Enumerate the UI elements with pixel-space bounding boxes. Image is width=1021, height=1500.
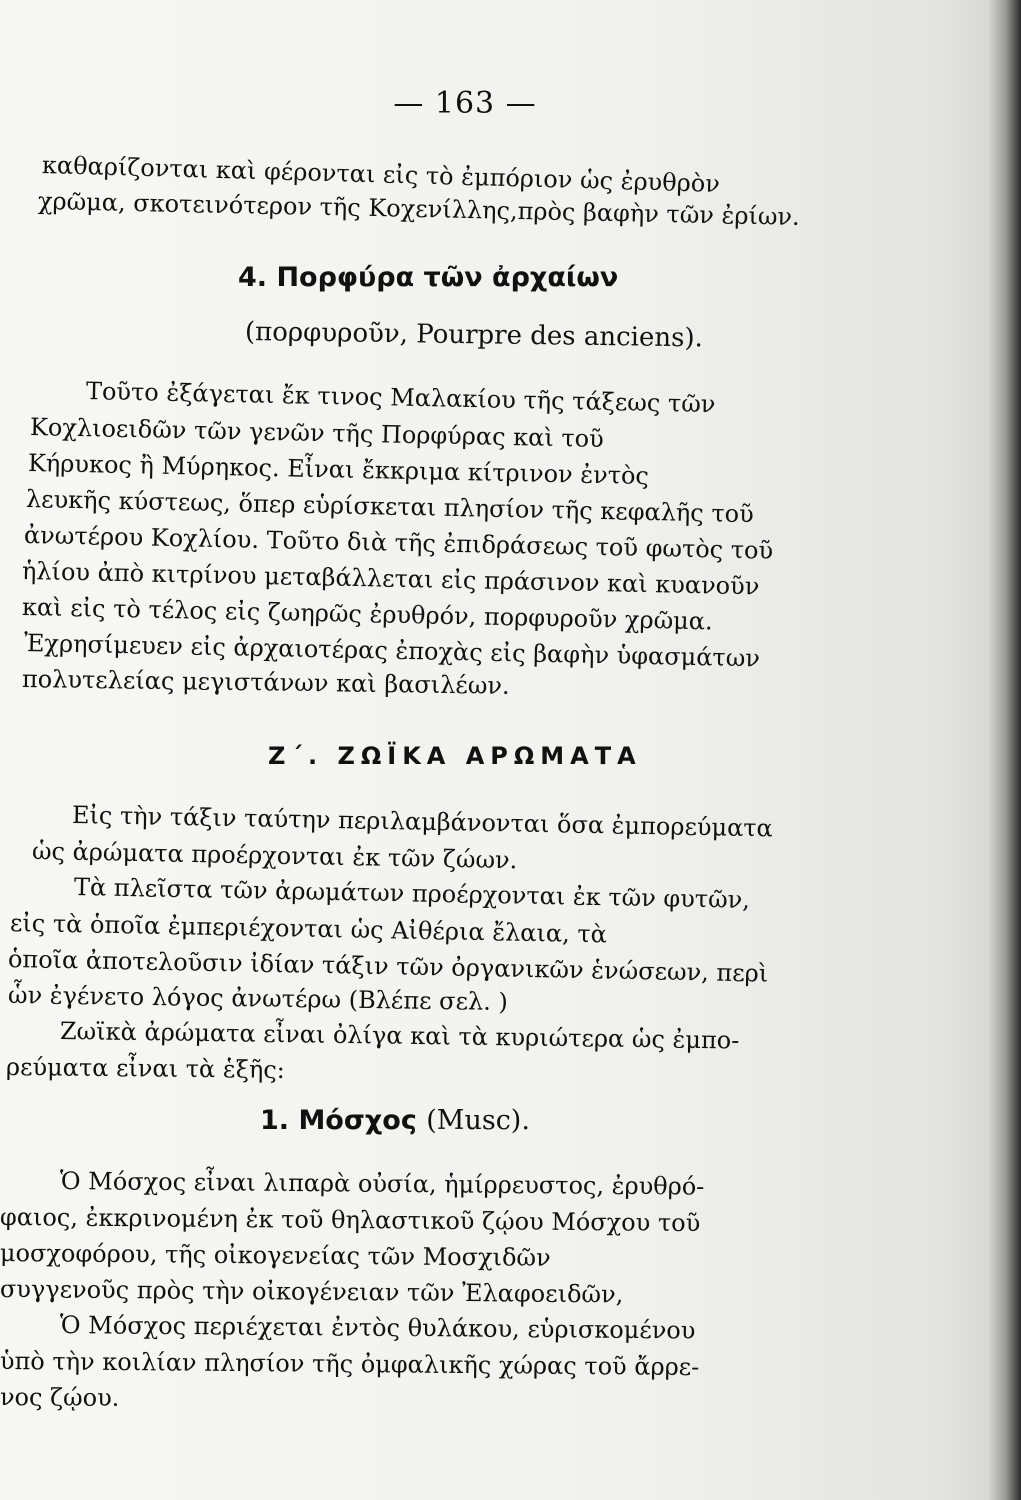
text-line: ρεύματα εἶναι τὰ ἑξῆς: (5, 1053, 285, 1084)
page-edge-shadow (987, 0, 1021, 1500)
section-1-heading (260, 1105, 530, 1136)
text-line: καθαρίζονται καὶ φέρονται εἰς τὸ ἐμπόριον ὡς ἐρυθρὸν (41, 151, 721, 198)
text-line: ὁποῖα ἀποτελοῦσιν ἰδίαν τάξιν τῶν ὀργανικῶν ἑνώσεων, περὶ (7, 945, 769, 988)
text-line: λευκῆς κύστεως, ὅπερ εὑρίσκεται πλησίον τῆς κεφαλῆς τοῦ (25, 485, 755, 529)
text-line: Ζωϊκὰ ἀρώματα εἶναι ὀλίγα καὶ τὰ κυριώτερα ὡς ἐμπο- (59, 1017, 740, 1055)
text-line: Ὁ Μόσχος εἶναι λιπαρὰ οὐσία, ἡμίρρευστος, ἐρυθρό- (59, 1167, 705, 1201)
text-line: Κήρυκος ἢ Μύρηκος. Εἶναι ἔκκριμα κίτρινον ἐντὸς (27, 449, 650, 491)
text-line: Τὰ πλεῖστα τῶν ἀρωμάτων προέρχονται ἐκ τῶν φυτῶν, (73, 873, 751, 914)
text-line: ὑπὸ τὴν κοιλίαν πλησίον τῆς ὀμφαλικῆς χώρας τοῦ ἄρρε- (0, 1347, 700, 1382)
text-line: μοσχοφόρου, τῆς οἰκογενείας τῶν Μοσχιδῶν (0, 1239, 551, 1272)
text-line: καὶ εἰς τὸ τέλος εἰς ζωηρῶς ἐρυθρόν, πορφυροῦν χρῶμα. (21, 593, 713, 636)
text-line: Εἰς τὴν τάξιν ταύτην περιλαμβάνονται ὅσα ἐμπορεύματα (71, 801, 774, 843)
text-line: πολυτελείας μεγιστάνων καὶ βασιλέων. (21, 665, 510, 700)
text-line: Ἐχρησίμευεν εἰς ἀρχαιοτέρας ἐποχὰς εἰς βαφὴν ὑφασμάτων (23, 629, 761, 673)
text-line: ὡς ἀρώματα προέρχονται ἐκ τῶν ζώων. (31, 837, 518, 875)
section-4-subheading: (πορφυροῦν, Pourpre des anciens). (244, 317, 704, 354)
text-line: νος ζῴου. (0, 1383, 120, 1412)
text-line: Κοχλιοειδῶν τῶν γενῶν τῆς Πορφύρας καὶ τοῦ (29, 413, 605, 454)
text-line: συγγενοῦς πρὸς τὴν οἰκογένειαν τῶν Ἐλαφοειδῶν, (0, 1275, 624, 1309)
section-4-heading: 4. Πορφύρα τῶν ἀρχαίων (238, 262, 619, 293)
text-line: ἀνωτέρου Κοχλίου. Τοῦτο διὰ τῆς ἐπιδράσεως τοῦ φωτὸς τοῦ (23, 521, 774, 565)
text-line: Τοῦτο ἐξάγεται ἔκ τινος Μαλακίου τῆς τάξεως τῶν (85, 377, 716, 419)
text-line: εἰς τὰ ὁποῖα ἐμπεριέχονται ὡς Αἰθέρια ἔλαια, τὰ (9, 909, 608, 949)
text-line: ἡλίου ἀπὸ κιτρίνου μεταβάλλεται εἰς πράσινον καὶ κυανοῦν (21, 557, 760, 601)
section-1-title: 1. Μόσχος (260, 1105, 417, 1136)
section-1-title-suffix: (Musc). (426, 1105, 530, 1136)
text-line: ὧν ἐγένετο λόγος ἀνωτέρω (Βλέπε σελ. ) (7, 981, 509, 1016)
text-line: φαιος, ἐκκρινομένη ἐκ τοῦ θηλαστικοῦ ζῴου Μόσχου τοῦ (0, 1203, 701, 1238)
section-z-heading: Ζ΄. ΖΩΪΚΑ ΑΡΩΜΑΤΑ (268, 742, 642, 770)
text-line: χρῶμα, σκοτεινότερον τῆς Κοχενίλλης,πρὸς βαφὴν τῶν ἐρίων. (37, 187, 800, 231)
text-line: Ὁ Μόσχος περιέχεται ἐντὸς θυλάκου, εὑρισκομένου (59, 1311, 696, 1345)
page-number: — 163 — (393, 86, 537, 121)
